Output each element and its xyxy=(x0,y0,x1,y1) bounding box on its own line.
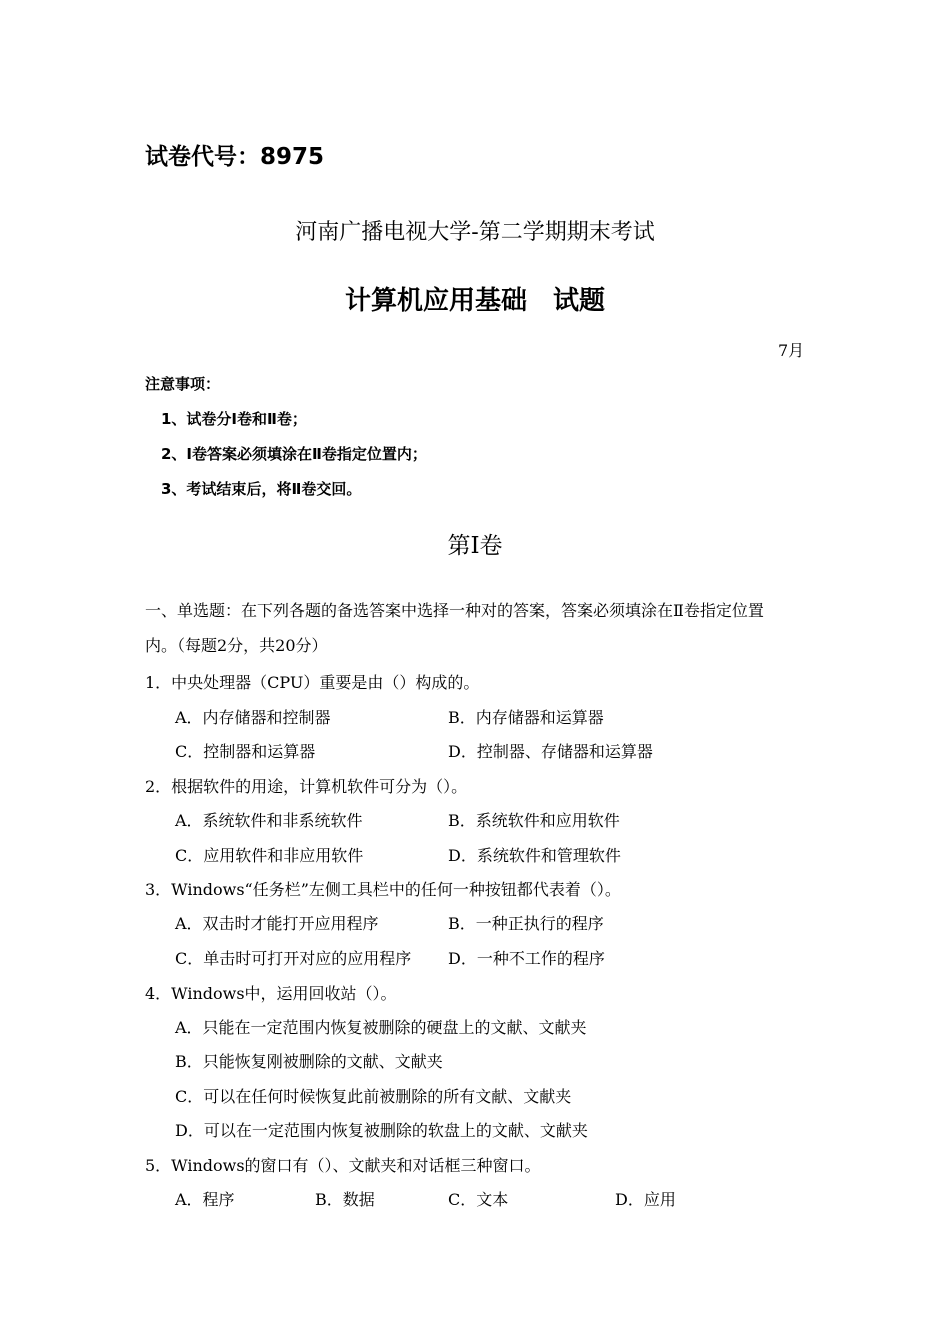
question-4-option-d: D．可以在一定范围内恢复被删除的软盘上的文献、文献夹 xyxy=(175,1121,588,1140)
question-3-option-c: C．单击时可打开对应的应用程序 xyxy=(175,949,412,968)
question-1-option-a: A．内存储器和控制器 xyxy=(175,708,331,727)
question-3-option-a: A．双击时才能打开应用程序 xyxy=(175,914,379,933)
exam-code: 试卷代号：8975 xyxy=(145,144,325,170)
question-5-option-d: D．应用 xyxy=(615,1190,676,1209)
question-5-option-a: A．程序 xyxy=(175,1190,235,1209)
question-2-option-d: D．系统软件和管理软件 xyxy=(448,846,621,865)
volume-title: 第Ⅰ卷 xyxy=(447,533,503,559)
note-item-2: 2、Ⅰ卷答案必须填涂在Ⅱ卷指定位置内； xyxy=(161,445,427,463)
question-4-option-a: A．只能在一定范围内恢复被删除的硬盘上的文献、文献夹 xyxy=(175,1018,587,1037)
question-3-option-d: D．一种不工作的程序 xyxy=(448,949,605,968)
question-stem-2: 2．根据软件的用途，计算机软件可分为（）。 xyxy=(145,777,468,796)
question-1-option-c: C．控制器和运算器 xyxy=(175,742,316,761)
note-item-1: 1、试卷分Ⅰ卷和Ⅱ卷； xyxy=(161,410,307,428)
question-4-option-c: C．可以在任何时候恢复此前被删除的所有文献、文献夹 xyxy=(175,1087,572,1106)
note-item-3: 3、考试结束后，将Ⅱ卷交回。 xyxy=(161,480,362,498)
question-1-option-d: D．控制器、存储器和运算器 xyxy=(448,742,653,761)
notes-heading: 注意事项： xyxy=(145,375,221,393)
section-instruction-line2: 内。（每题2分，共20分） xyxy=(145,636,328,655)
section-instruction-line1: 一、单选题：在下列各题的备选答案中选择一种对的答案，答案必须填涂在Ⅱ卷指定位置 xyxy=(145,601,764,620)
question-2-option-a: A．系统软件和非系统软件 xyxy=(175,811,363,830)
question-1-option-b: B．内存储器和运算器 xyxy=(448,708,604,727)
question-5-option-b: B．数据 xyxy=(315,1190,375,1209)
exam-date: 7月 xyxy=(778,341,805,360)
question-4-option-b: B．只能恢复刚被删除的文献、文献夹 xyxy=(175,1052,443,1071)
question-2-option-c: C．应用软件和非应用软件 xyxy=(175,846,364,865)
question-stem-3: 3．Windows“任务栏”左侧工具栏中的任何一种按钮都代表着（）。 xyxy=(145,880,621,899)
question-stem-4: 4．Windows中，运用回收站（）。 xyxy=(145,984,397,1003)
question-3-option-b: B．一种正执行的程序 xyxy=(448,914,604,933)
university-title: 河南广播电视大学-第二学期期末考试 xyxy=(295,220,655,245)
question-stem-1: 1．中央处理器（CPU）重要是由（）构成的。 xyxy=(145,673,480,692)
question-5-option-c: C．文本 xyxy=(448,1190,509,1209)
question-2-option-b: B．系统软件和应用软件 xyxy=(448,811,620,830)
subject-title: 计算机应用基础 试题 xyxy=(344,286,605,316)
question-stem-5: 5．Windows的窗口有（）、文献夹和对话框三种窗口。 xyxy=(145,1156,541,1175)
